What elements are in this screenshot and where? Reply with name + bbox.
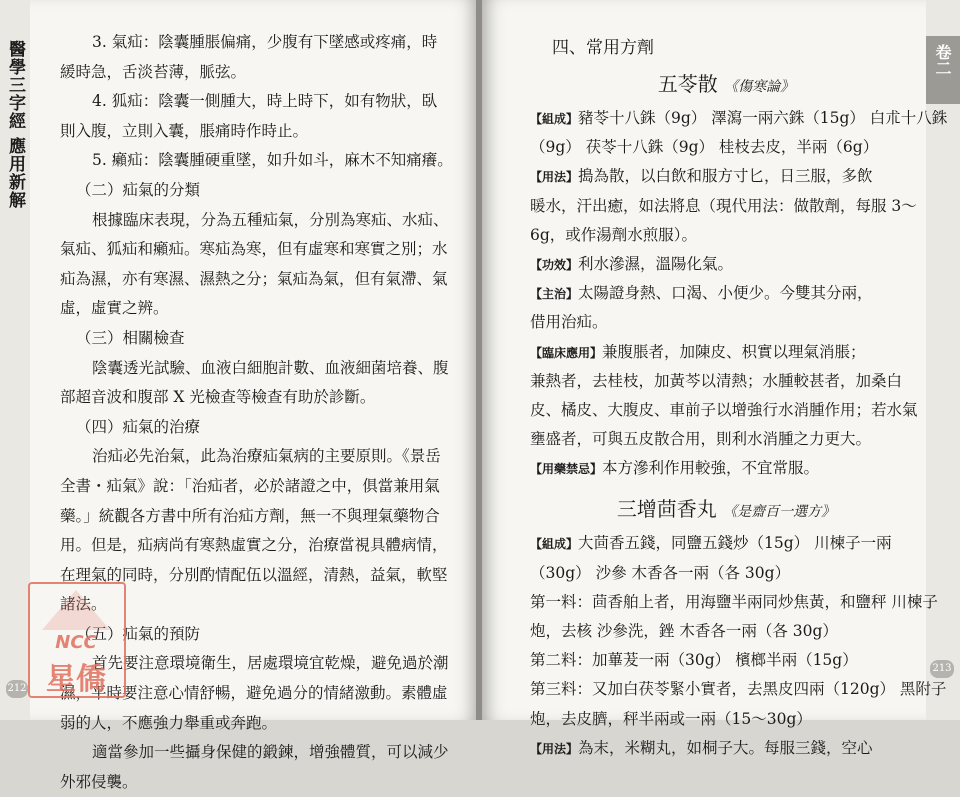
subsection-heading: （三）相關檢查 <box>76 328 185 347</box>
formula-line <box>530 250 922 279</box>
formula-field-tag: 【用法】 <box>530 170 579 185</box>
left-page-number: 212 <box>6 680 28 698</box>
formula-line-text: 為末，米糊丸，如桐子大。每服三錢，空心 <box>578 738 873 757</box>
text-line: 緩時急，舌淡苔薄，脈弦。 <box>60 62 247 81</box>
formula-field-tag: 【主治】 <box>530 287 579 302</box>
text-line: 則入腹，立則入囊，脹痛時作時止。 <box>60 121 309 140</box>
left-side-tab <box>0 0 30 720</box>
formula-line <box>530 675 947 704</box>
text-line: 部超音波和腹部 X 光檢查等檢查有助於診斷。 <box>60 388 376 407</box>
formula-field-tag: 【組成】 <box>530 112 579 126</box>
formula-line <box>530 529 922 558</box>
text-line: 虛，虛實之辨。 <box>60 299 169 318</box>
formula-line-text: （30g） 沙參 木香各一兩（各 30g） <box>530 563 791 582</box>
right-page <box>482 0 960 757</box>
stamp-name-text: 星僑 <box>46 662 106 697</box>
text-line: 4. 狐疝：陰囊一側腫大，時上時下，如有物狀，臥 <box>92 92 438 111</box>
formula-line-text: 炮，去核 沙參洗，銼 木香各一兩（各 30g） <box>530 622 838 640</box>
left-page <box>0 0 478 791</box>
text-line: 3. 氣疝：陰囊腫脹偏痛，少腹有下墜感或疼痛，時 <box>92 33 438 51</box>
text-line: 諸法。 <box>60 595 107 614</box>
right-running-title: 卷二 <box>933 44 952 76</box>
formula-line-text: 兼腹脹者，加陳皮、枳實以理氣消脹； <box>602 342 866 361</box>
formula-line <box>530 396 922 425</box>
formula-line-text: 利水滲濕，溫陽化氣。 <box>578 254 734 273</box>
formula-field-tag: 【用法】 <box>530 741 579 756</box>
formula-line-text: 炮，去皮臍，秤半兩或一兩（15～30g） <box>530 709 812 728</box>
text-line: 適當參加一些攝身保健的鍛鍊，增強體質，可以減少 <box>92 743 449 762</box>
formula-line-text: 皮、橘皮、大腹皮、車前子以增強行水消腫作用；若水氣 <box>530 400 918 419</box>
stamp-roof-icon <box>42 590 110 630</box>
formula-field-tag: 【臨床應用】 <box>530 345 603 360</box>
formula-field-tag: 【功效】 <box>530 257 579 272</box>
formula-line <box>530 104 948 133</box>
text-line: 5. 癩疝：陰囊腫硬重墜，如升如斗，麻木不知痛癢。 <box>92 151 453 170</box>
formula-line-text: 第二料：加蓽茇一兩（30g） 檳榔半兩（15g） <box>530 651 858 670</box>
formula-line-text: 第三料：又加白茯苓緊小實者，去黑皮四兩（120g） 黑附子 <box>530 680 947 699</box>
formula-line <box>530 308 922 337</box>
text-line: 外邪侵襲。 <box>60 772 138 791</box>
text-line: 陰囊透光試驗、血液白細胞計數、血液細菌培養、腹 <box>92 358 449 377</box>
formula-line-text: 本方滲利作用較強，不宜常服。 <box>602 459 820 478</box>
formula-line-text: 暖水，汗出癒，如法將息（現代用法：做散劑，每服 3～ <box>530 196 917 215</box>
section-heading: 四、常用方劑 <box>552 38 654 58</box>
formula-line <box>530 425 922 454</box>
formula-line <box>530 734 922 763</box>
formula-line <box>530 646 922 675</box>
formula-line <box>530 221 922 250</box>
ncc-stamp-logo <box>28 582 126 698</box>
text-line: 疝為濕，亦有寒濕、濕熱之分；氣疝為氣，但有氣滯、氣 <box>60 269 448 288</box>
formula-source: 《傷寒論》 <box>724 79 795 95</box>
formula-line <box>530 279 922 308</box>
formula-name: 三增茴香丸 <box>616 497 717 522</box>
formula-line-text: 大茴香五錢，同鹽五錢炒（15g） 川楝子一兩 <box>578 534 892 553</box>
formula-line-text: 搗為散，以白飲和服方寸匕，日三服，多飲 <box>578 167 873 186</box>
formula-line <box>530 192 922 221</box>
formula-line <box>530 705 922 734</box>
text-line: 治疝必先治氣，此為治療疝氣病的主要原則。《景岳 <box>92 447 441 466</box>
formula-line <box>530 559 922 588</box>
text-line: 濕，平時要注意心情舒暢，避免過分的情緒激動。素體虛 <box>60 684 448 703</box>
text-line: 全書・疝氣》說：「治疝者，必於諸證之中，俱當兼用氣 <box>60 476 440 495</box>
text-line: 用。但是，疝病尚有寒熱虛實之分，治療當視具體病情， <box>60 536 448 555</box>
formula-source: 《是齋百一選方》 <box>723 504 836 521</box>
stamp-ncc-text: NCC <box>55 632 97 653</box>
formula-line <box>530 588 938 617</box>
formula-line-text: 壅盛者，可與五皮散合用，則利水消腫之力更大。 <box>530 430 872 449</box>
text-line: 弱的人，不應強力舉重或奔跑。 <box>60 713 278 732</box>
text-line: 氣疝、狐疝和癩疝。寒疝為寒，但有虛寒和寒實之別；水 <box>60 240 448 259</box>
formula-line <box>530 133 922 162</box>
subsection-heading: （二）疝氣的分類 <box>76 180 201 199</box>
text-line: 根據臨床表現，分為五種疝氣，分別為寒疝、水疝、 <box>92 210 449 229</box>
formula-field-tag: 【組成】 <box>530 537 579 552</box>
formula-line <box>530 162 922 191</box>
formula-line-text: 豬苓十八銖（9g） 澤瀉一兩六銖（15g） 白朮十八銖 <box>578 109 948 127</box>
text-line: 在理氣的同時，分別酌情配伍以溫經，清熱，益氣，軟堅 <box>60 565 448 584</box>
formula-name: 五苓散 <box>657 72 718 96</box>
right-page-number: 213 <box>930 660 954 678</box>
text-line: 首先要注意環境衛生，居處環境宜乾燥，避免過於潮 <box>92 654 449 673</box>
formula-line-text: （9g） 茯苓十八銖（9g） 桂枝去皮，半兩（6g） <box>530 138 879 157</box>
formula-line <box>530 367 922 396</box>
subsection-heading: （四）疝氣的治療 <box>76 417 201 436</box>
text-line: 藥。」統觀各方書中所有治疝方劑，無一不與理氣藥物合 <box>60 506 440 525</box>
formula-line-text: 6g，或作湯劑水煎服）。 <box>530 225 698 244</box>
formula-title-wuling <box>530 64 922 104</box>
right-side-tab <box>926 0 960 720</box>
formula-field-tag: 【用藥禁忌】 <box>530 462 603 477</box>
formula-line-text: 借用治疝。 <box>530 313 608 332</box>
formula-line-text: 第一料：茴香舶上者，用海鹽半兩同炒焦黃，和鹽秤 川楝子 <box>530 592 938 611</box>
formula-line-text: 兼熱者，去桂枝，加黃芩以清熱；水腫較甚者，加桑白 <box>530 371 903 390</box>
subsection-heading: （五）疝氣的預防 <box>76 624 201 643</box>
formula-body-wuling <box>530 104 948 483</box>
formula-line <box>530 617 922 646</box>
formula-line <box>530 454 922 483</box>
formula-line <box>530 338 922 367</box>
formula-line-text: 太陽證身熱、口渴、小便少。今雙其分兩， <box>578 284 873 303</box>
formula-title-sanzeng <box>530 489 922 529</box>
left-running-title: 醫學三字經 應用新解 <box>5 40 25 209</box>
